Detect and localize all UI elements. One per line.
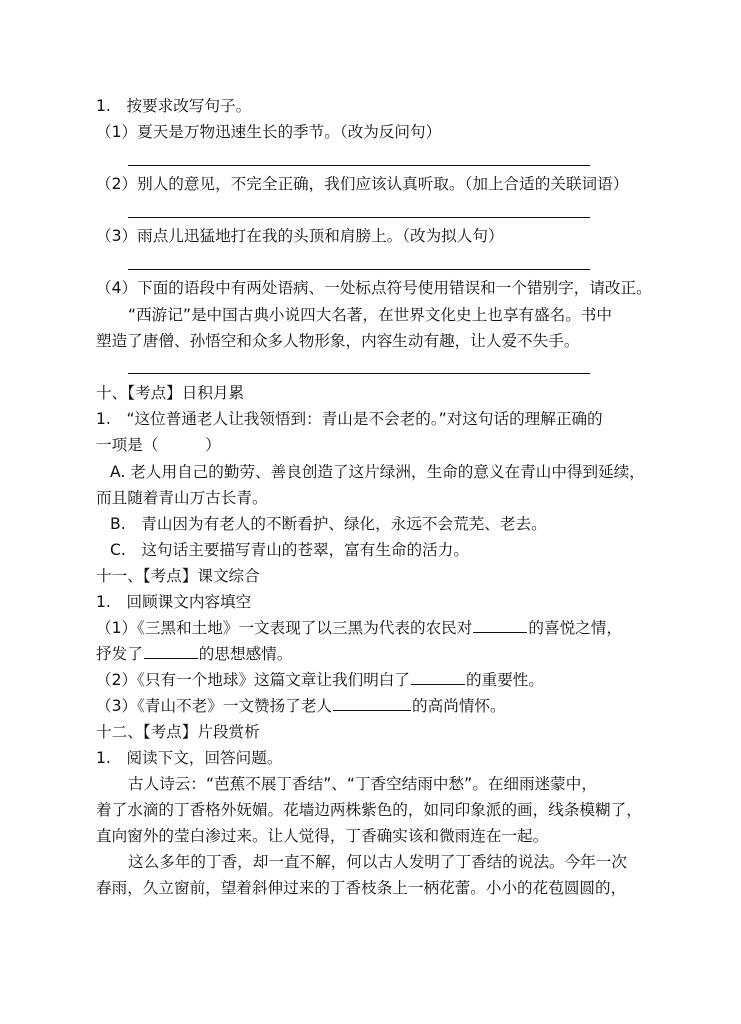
blank-input-1[interactable] [473, 616, 527, 633]
q3-text-a: （3）《青山不老》一文赞扬了老人 [96, 697, 333, 715]
reading-p1-line-2: 着了水滴的丁香格外妩媚。花墙边两株紫色的，如同印象派的画，线条模糊了， [96, 801, 642, 819]
option-b: B. 青山因为有老人的不断看护、绿化，永远不会荒芜、老去。 [110, 515, 547, 533]
reading-p1-line-1: 古人诗云：“芭蕉不展丁香结”、“丁香空结雨中愁”。在细雨迷蒙中， [128, 775, 597, 793]
blank-input-2[interactable] [144, 642, 198, 659]
q1-text-c: 抒发了 [96, 645, 143, 663]
section-12-title: 十二、【考点】片段赏析 [96, 723, 260, 741]
blank-input-3[interactable] [411, 668, 465, 685]
reading-p1-line-3: 直向窗外的莹白渗过来。让人觉得，丁香确实该和微雨连在一起。 [96, 827, 549, 845]
section-11-heading: 1. 回顾课文内容填空 [96, 593, 252, 611]
section-11-q2 [96, 668, 544, 692]
option-a-line-1: A. 老人用自己的勤劳、善良创造了这片绿洲，生命的意义在青山中得到延续， [110, 463, 645, 481]
section-11-q3 [96, 694, 506, 718]
q1-text-d: 的思想感情。 [198, 645, 293, 663]
section-11-q1-line-2 [96, 642, 292, 666]
section-10-question-line-2: 一项是（ ） [96, 436, 221, 454]
section-11-q1-line-1 [96, 616, 622, 640]
q3-text-b: 的高尚情怀。 [412, 697, 506, 715]
answer-line-1[interactable] [128, 165, 590, 166]
rewrite-q3: （3）雨点儿迅猛地打在我的头顶和肩膀上。（改为拟人句） [96, 227, 504, 245]
rewrite-q2: （2）别人的意见，不完全正确，我们应该认真听取。（加上合适的关联词语） [96, 175, 629, 193]
rewrite-heading: 1. 按要求改写句子。 [96, 97, 252, 115]
answer-line-2[interactable] [128, 217, 590, 218]
q1-text-a: （1）《三黑和土地》一文表现了以三黑为代表的农民对 [96, 619, 473, 637]
option-c: C. 这句话主要描写青山的苍翠，富有生命的活力。 [110, 541, 469, 559]
section-10-question-line-1: 1. “这位普通老人让我领悟到：青山是不会老的。”对这句话的理解正确的 [96, 410, 603, 428]
section-10-title: 十、【考点】日积月累 [96, 384, 245, 402]
answer-line-3[interactable] [128, 269, 590, 270]
option-a-line-2: 而且随着青山万古长青。 [96, 489, 268, 507]
section-12-heading: 1. 阅读下文，回答问题。 [96, 749, 283, 767]
q2-text-b: 的重要性。 [466, 671, 544, 689]
reading-p2-line-1: 这么多年的丁香，却一直不解，何以古人发明了丁香结的说法。今年一次 [128, 853, 628, 871]
rewrite-q1: （1）夏天是万物迅速生长的季节。（改为反问句） [96, 123, 442, 141]
rewrite-q4: （4）下面的语段中有两处语病、一处标点符号使用错误和一个错别字，请改正。 [96, 279, 652, 297]
passage-line-1: “西游记”是中国古典小说四大名著，在世界文化史上也享有盛名。书中 [128, 306, 612, 324]
q2-text-a: （2）《只有一个地球》这篇文章让我们明白了 [96, 671, 410, 689]
reading-p2-line-2: 春雨，久立窗前，望着斜伸过来的丁香枝条上一柄花蕾。小小的花苞圆圆的， [96, 879, 627, 897]
section-11-title: 十一、【考点】课文综合 [96, 567, 260, 585]
passage-line-2: 塑造了唐僧、孙悟空和众多人物形象，内容生动有趣，让人爱不失手。 [96, 332, 580, 350]
blank-input-4[interactable] [333, 694, 411, 711]
q1-text-b: 的喜悦之情， [528, 619, 622, 637]
answer-line-4[interactable] [128, 373, 590, 374]
